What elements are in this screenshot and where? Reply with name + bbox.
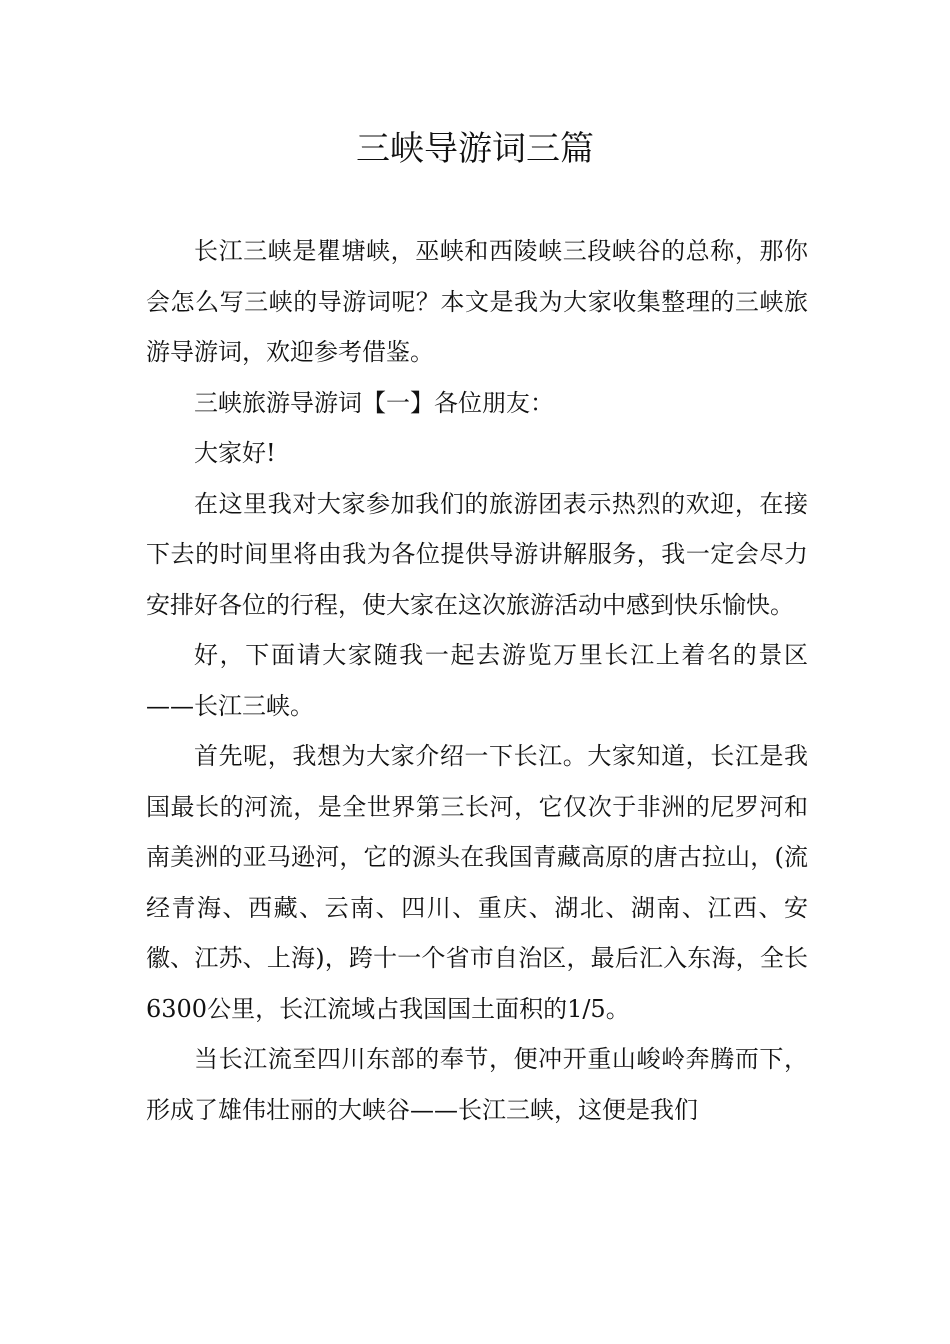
paragraph-three-gorges: 当长江流至四川东部的奉节，便冲开重山峻岭奔腾而下，形成了雄伟壮丽的大峡谷——长江三峡，这便是我们 — [146, 1045, 808, 1124]
paragraph-intro: 长江三峡是瞿塘峡，巫峡和西陵峡三段峡谷的总称，那你会怎么写三峡的导游词呢？本文是我为大家收集整理的三峡旅游导游词，欢迎参考借鉴。 — [146, 237, 808, 366]
paragraph-invitation: 好，下面请大家随我一起去游览万里长江上着名的景区——长江三峡。 — [146, 641, 808, 720]
paragraph-yangtze-intro: 首先呢，我想为大家介绍一下长江。大家知道，长江是我国最长的河流，是全世界第三长河，它仅次于非洲的尼罗河和南美洲的亚马逊河，它的源头在我国青藏高原的唐古拉山，(流经青海、西藏、云南、四川、重庆、湖北、湖南、江西、安徽、江苏、上海)，跨十一个省市自治区，最后汇入东海，全长6300公里，长江流域占我国国土面积的1/5。 — [146, 742, 808, 1023]
document-title: 三峡导游词三篇 — [356, 129, 594, 169]
paragraph-greeting: 大家好! — [194, 439, 276, 467]
document-body — [146, 226, 808, 1135]
paragraph-section-heading: 三峡旅游导游词【一】各位朋友： — [194, 388, 554, 417]
paragraph-welcome: 在这里我对大家参加我们的旅游团表示热烈的欢迎，在接下去的时间里将由我为各位提供导游讲解服务，我一定会尽力安排好各位的行程，使大家在这次旅游活动中感到快乐愉快。 — [146, 489, 808, 619]
